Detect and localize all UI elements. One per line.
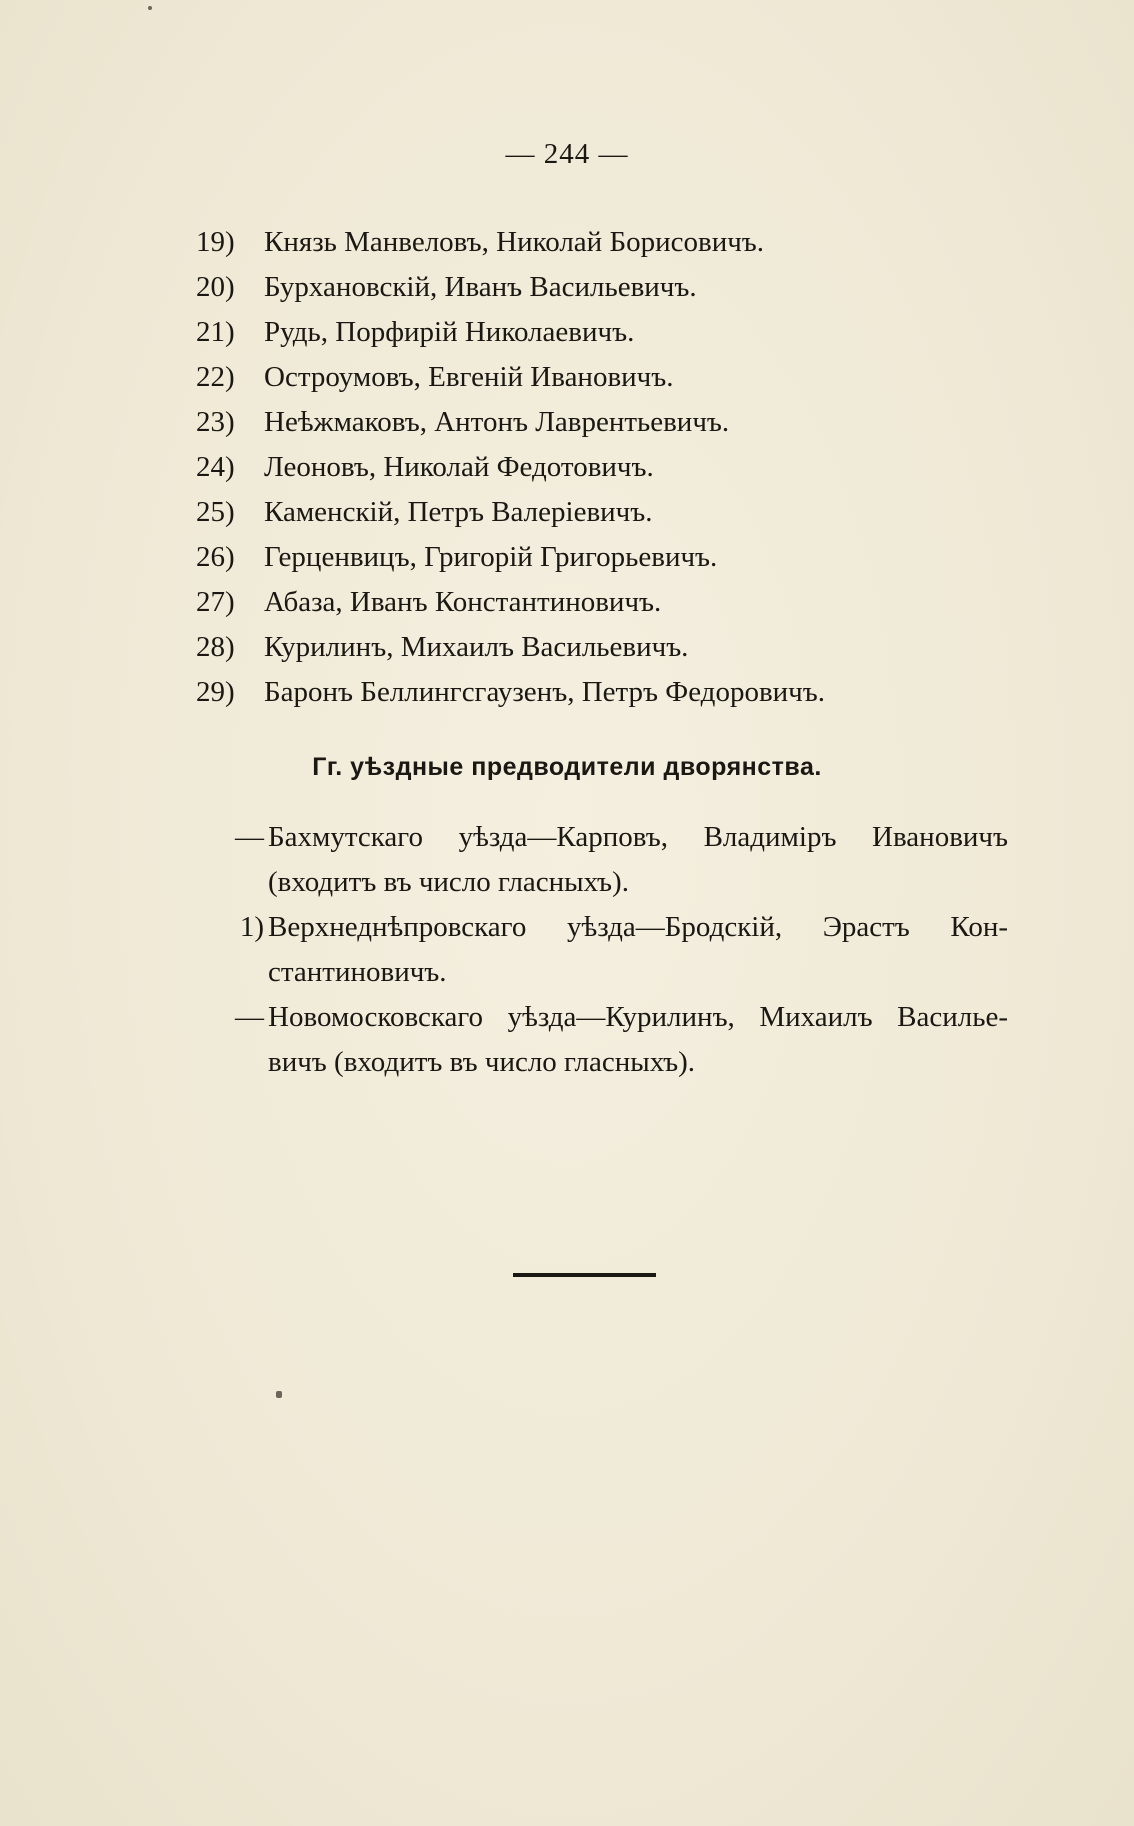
entry <box>196 815 1016 905</box>
entry <box>196 905 1016 995</box>
entry-line: Бахмутскаго уѣзда—Карповъ, Владиміръ Ивановичъ <box>268 821 1008 853</box>
item-number: 20) <box>196 271 235 303</box>
section-heading: Гг. уѣздные предводители дворянства. <box>312 753 822 781</box>
entry-line: стантиновичъ. <box>268 956 447 988</box>
item-number: 23) <box>196 406 235 438</box>
list-item <box>196 490 996 535</box>
entry-marker: 1) <box>239 911 264 943</box>
item-text: Леоновъ, Николай Федотовичъ. <box>264 451 654 483</box>
list-item <box>196 265 996 310</box>
item-text: Баронъ Беллингсгаузенъ, Петръ Федоровичъ. <box>264 676 825 708</box>
list-item <box>196 310 996 355</box>
entry-marker: — <box>235 1001 264 1033</box>
item-text: Князь Манвеловъ, Николай Борисовичъ. <box>264 226 765 258</box>
list-item <box>196 625 996 670</box>
list-item <box>196 445 996 490</box>
item-text: Рудь, Порфирій Николаевичъ. <box>264 316 635 348</box>
item-text: Остроумовъ, Евгеній Ивановичъ. <box>264 361 674 393</box>
item-number: 25) <box>196 496 235 528</box>
item-text: Абаза, Иванъ Константиновичъ. <box>264 586 662 618</box>
list-item <box>196 400 996 445</box>
page-number: — 244 — <box>505 138 629 170</box>
marshals-entries <box>196 815 1016 1085</box>
item-text: Герценвицъ, Григорій Григорьевичъ. <box>264 541 718 573</box>
list-item <box>196 220 996 265</box>
item-number: 28) <box>196 631 235 663</box>
ink-speck <box>276 1391 282 1398</box>
item-number: 29) <box>196 676 235 708</box>
entry-line: (входитъ въ число гласныхъ). <box>268 866 629 898</box>
item-text: Неѣжмаковъ, Антонъ Лаврентьевичъ. <box>264 406 730 438</box>
item-number: 24) <box>196 451 235 483</box>
item-number: 19) <box>196 226 235 258</box>
list-item <box>196 580 996 625</box>
entry-marker: — <box>235 821 264 853</box>
item-text: Бурхановскій, Иванъ Васильевичъ. <box>264 271 697 303</box>
entry-line: Верхнеднѣпровскаго уѣзда—Бродскій, Эрастъ Кон- <box>268 911 1008 943</box>
list-item <box>196 535 996 580</box>
members-list <box>196 220 996 715</box>
list-item <box>196 355 996 400</box>
item-number: 22) <box>196 361 235 393</box>
entry-line: вичъ (входитъ въ число гласныхъ). <box>268 1046 695 1078</box>
list-item <box>196 670 996 715</box>
item-number: 21) <box>196 316 235 348</box>
item-text: Каменскій, Петръ Валеріевичъ. <box>264 496 653 528</box>
item-text: Курилинъ, Михаилъ Васильевичъ. <box>264 631 689 663</box>
item-number: 27) <box>196 586 235 618</box>
item-number: 26) <box>196 541 235 573</box>
ink-speck <box>148 6 152 10</box>
entry-line: Новомосковскаго уѣзда—Курилинъ, Михаилъ Василье- <box>268 1001 1008 1033</box>
end-rule <box>513 1273 656 1277</box>
entry <box>196 995 1016 1085</box>
